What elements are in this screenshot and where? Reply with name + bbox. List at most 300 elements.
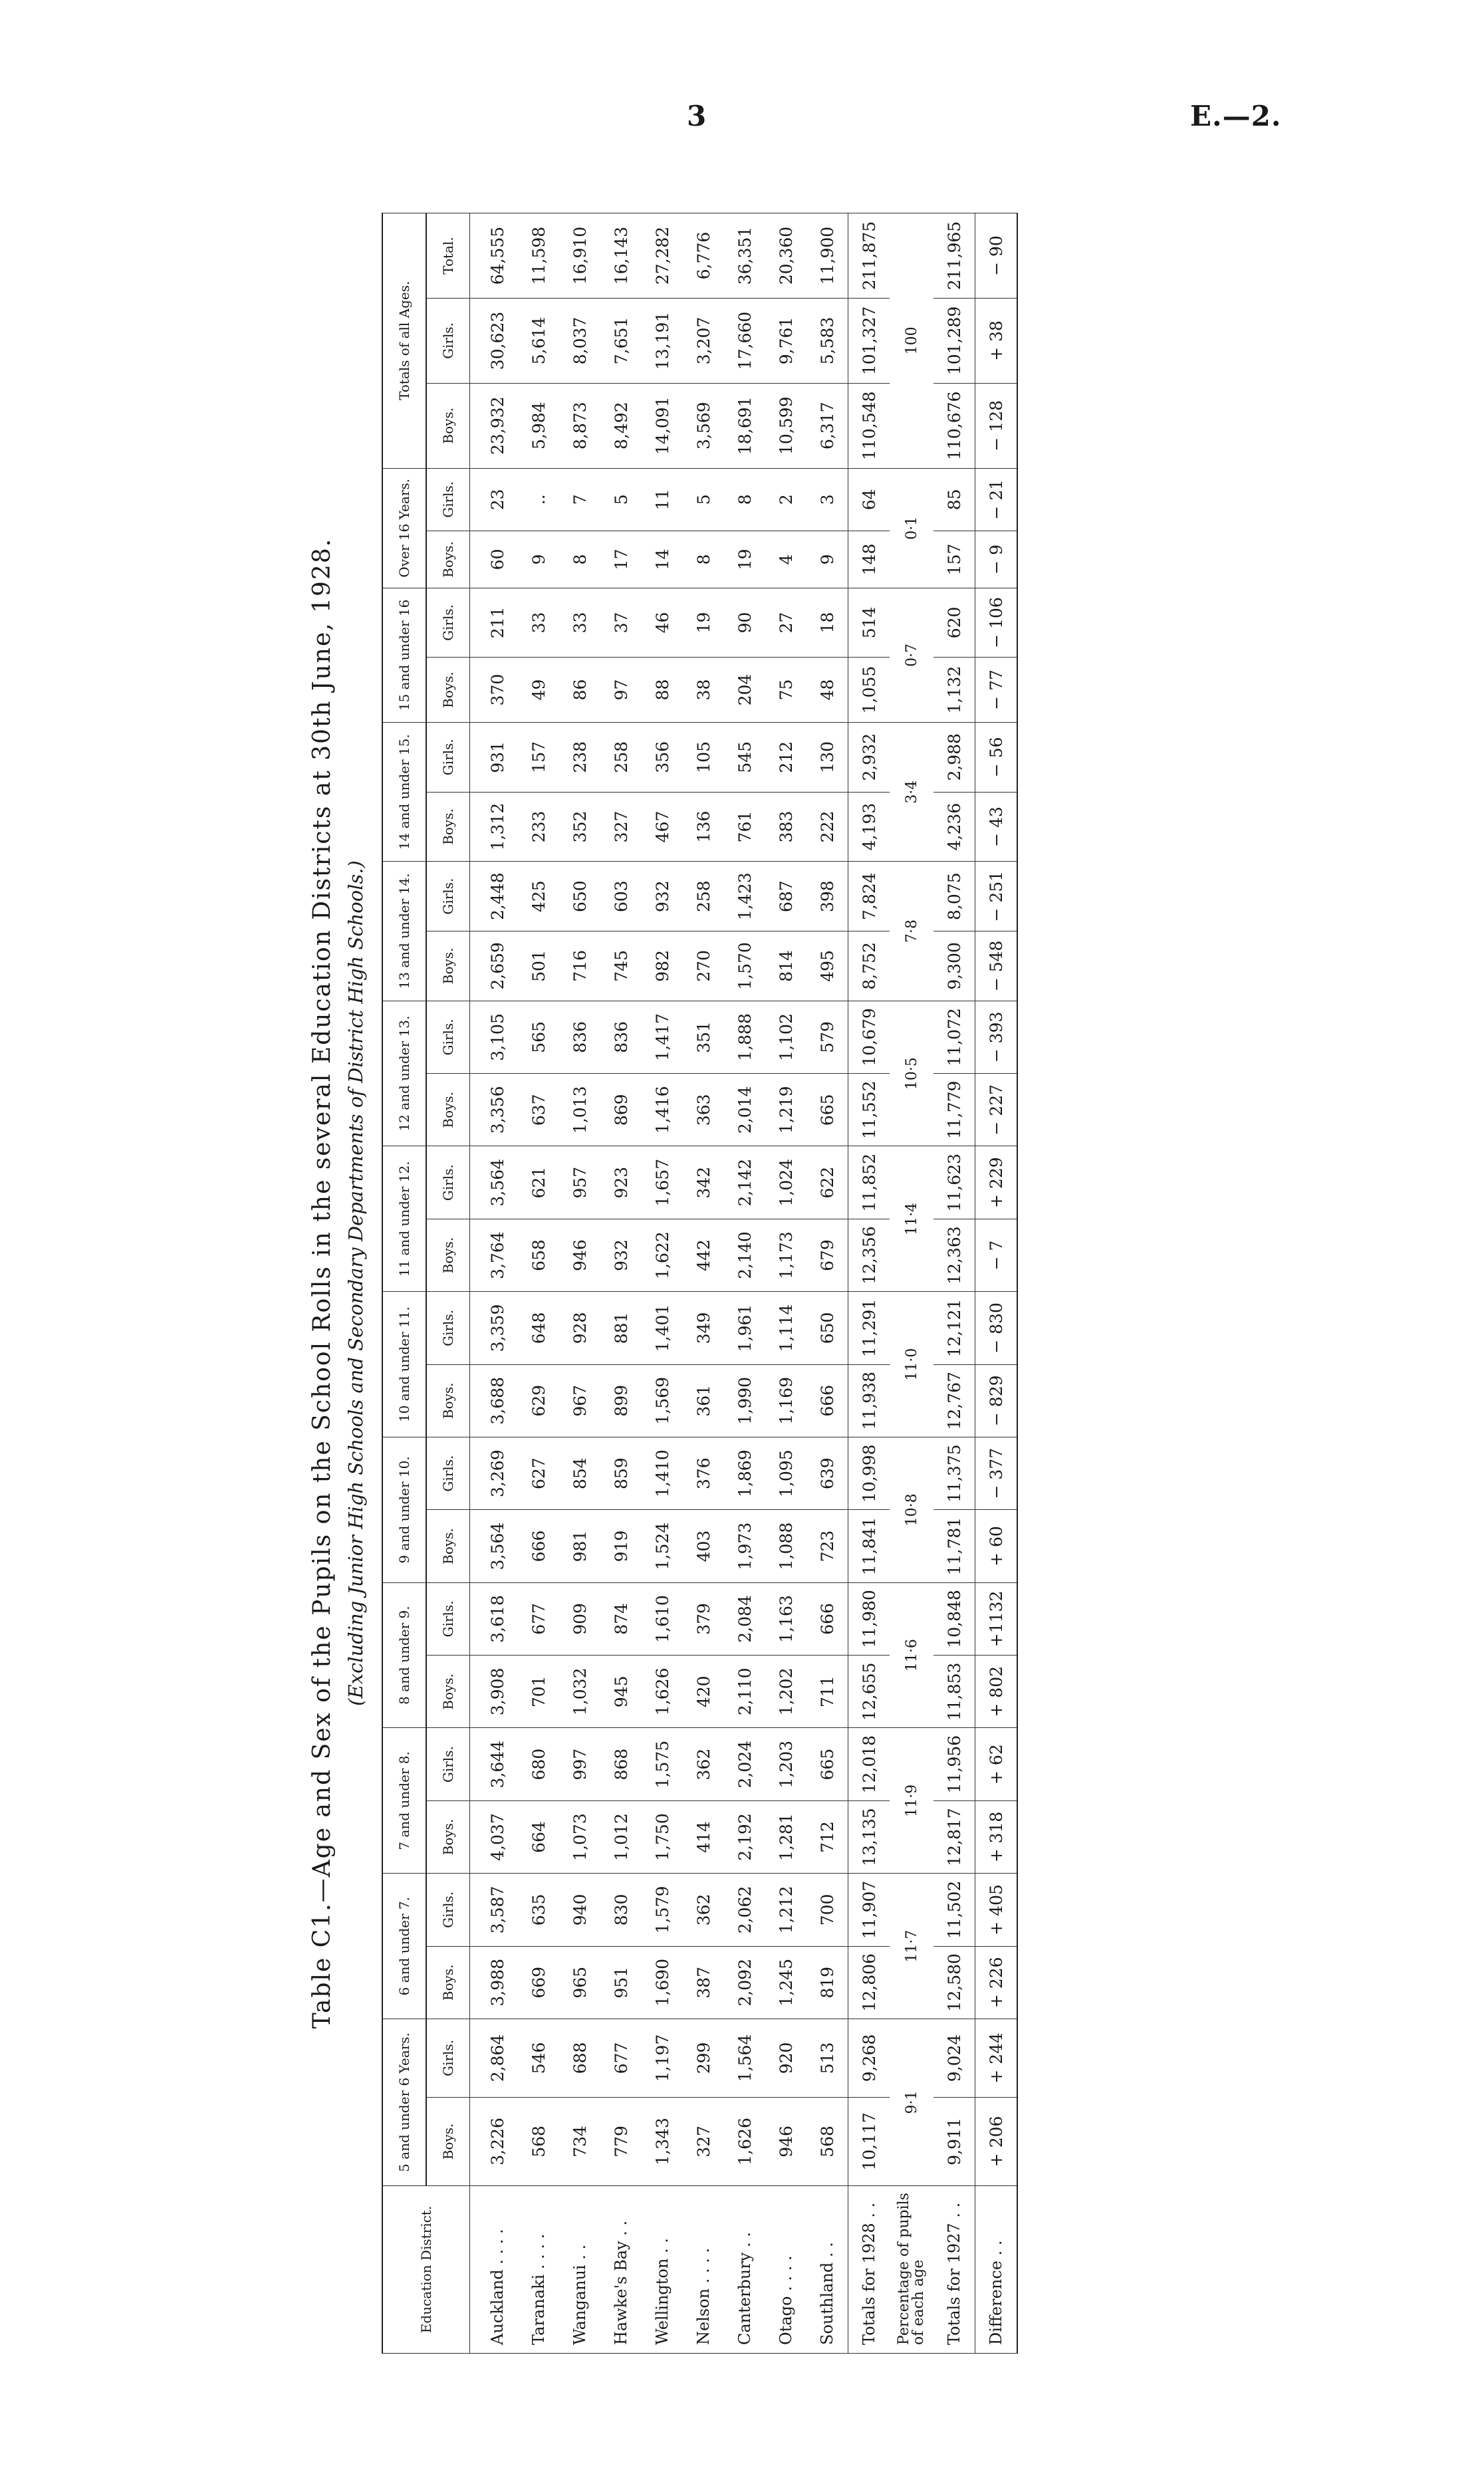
value-cell: 982: [642, 931, 683, 1001]
value-cell: 648: [518, 1292, 559, 1364]
value-cell: 362: [683, 1728, 724, 1800]
value-cell: 1,564: [724, 2019, 765, 2097]
value-cell: 17: [600, 531, 642, 588]
boys-header: Boys.: [426, 1074, 470, 1146]
boys-header: Boys.: [426, 383, 470, 468]
value-cell: 3,207: [683, 299, 724, 384]
value-cell: − 227: [975, 1074, 1018, 1146]
rotated-table-area: [306, 213, 1110, 2354]
value-cell: 3,105: [470, 1001, 519, 1073]
value-cell: 130: [806, 722, 848, 792]
boys-header: Boys.: [426, 1364, 470, 1437]
value-cell: 1,012: [600, 1800, 642, 1873]
value-cell: 12,580: [933, 1946, 975, 2019]
value-cell: 11,502: [933, 1874, 975, 1946]
value-cell: − 128: [975, 383, 1018, 468]
value-cell: 327: [683, 2097, 724, 2185]
value-cell: 414: [683, 1800, 724, 1873]
value-cell: 425: [518, 862, 559, 931]
value-cell: 11,900: [806, 213, 848, 299]
value-cell: 761: [724, 792, 765, 862]
value-cell: 204: [724, 658, 765, 723]
value-cell: − 830: [975, 1292, 1018, 1364]
value-cell: 9,300: [933, 931, 975, 1001]
value-cell: 920: [765, 2019, 806, 2097]
value-cell: 923: [600, 1146, 642, 1219]
value-cell: 621: [518, 1146, 559, 1219]
district-name: [933, 2186, 975, 2354]
value-cell: 1,417: [642, 1001, 683, 1073]
value-cell: 327: [600, 792, 642, 862]
value-cell: 650: [559, 862, 600, 931]
value-cell: 352: [559, 792, 600, 862]
value-cell: 90: [724, 588, 765, 657]
value-cell: 3,564: [470, 1146, 519, 1219]
percentage-cell: 9·1: [890, 2019, 933, 2185]
value-cell: ..: [518, 468, 559, 531]
value-cell: 11,552: [848, 1074, 890, 1146]
table-row: [600, 213, 642, 2354]
value-cell: 981: [559, 1510, 600, 1582]
value-cell: 931: [470, 722, 519, 792]
value-cell: 3,688: [470, 1364, 519, 1437]
value-cell: 1,416: [642, 1074, 683, 1146]
district-label: Totals for 1928: [860, 2223, 878, 2345]
value-cell: 37: [600, 588, 642, 657]
value-cell: 603: [600, 862, 642, 931]
table-row: [470, 213, 519, 2354]
value-cell: 157: [933, 531, 975, 588]
value-cell: 8: [724, 468, 765, 531]
value-cell: 6,776: [683, 213, 724, 299]
value-cell: 1,024: [765, 1146, 806, 1219]
value-cell: 2,084: [724, 1582, 765, 1655]
leader-dots: . .: [860, 2202, 878, 2218]
value-cell: 5,614: [518, 299, 559, 384]
value-cell: 7,651: [600, 299, 642, 384]
value-cell: 1,169: [765, 1364, 806, 1437]
value-cell: 940: [559, 1874, 600, 1946]
value-cell: − 56: [975, 722, 1018, 792]
age-group-header: Totals of all Ages.: [382, 213, 426, 469]
value-cell: 1,219: [765, 1074, 806, 1146]
value-cell: 712: [806, 1800, 848, 1873]
value-cell: + 38: [975, 299, 1018, 384]
value-cell: 11,980: [848, 1582, 890, 1655]
value-cell: 1,869: [724, 1437, 765, 1509]
value-cell: 17,660: [724, 299, 765, 384]
value-cell: 3: [806, 468, 848, 531]
value-cell: 1,990: [724, 1364, 765, 1437]
percentage-cell: 3·4: [890, 722, 933, 861]
value-cell: 1,132: [933, 658, 975, 723]
value-cell: − 377: [975, 1437, 1018, 1509]
value-cell: 362: [683, 1874, 724, 1946]
value-cell: 101,327: [848, 299, 890, 384]
girls-header: Girls.: [426, 862, 470, 931]
percentage-cell: 7·8: [890, 862, 933, 1001]
value-cell: 8,873: [559, 383, 600, 468]
value-cell: 1,524: [642, 1510, 683, 1582]
girls-header: Girls.: [426, 1292, 470, 1364]
value-cell: 11,375: [933, 1437, 975, 1509]
value-cell: 60: [470, 531, 519, 588]
value-cell: 33: [559, 588, 600, 657]
value-cell: 11,072: [933, 1001, 975, 1073]
value-cell: 1,203: [765, 1728, 806, 1800]
table-row: [642, 213, 683, 2354]
value-cell: 1,973: [724, 1510, 765, 1582]
value-cell: 10,117: [848, 2097, 890, 2185]
table-row: [559, 213, 600, 2354]
value-cell: 349: [683, 1292, 724, 1364]
value-cell: 836: [559, 1001, 600, 1073]
girls-header: Girls.: [426, 1001, 470, 1073]
value-cell: 379: [683, 1582, 724, 1655]
value-cell: 49: [518, 658, 559, 723]
value-cell: 568: [806, 2097, 848, 2185]
value-cell: 14: [642, 531, 683, 588]
value-cell: 211: [470, 588, 519, 657]
value-cell: 9: [806, 531, 848, 588]
girls-header: Girls.: [426, 1437, 470, 1509]
value-cell: 8,075: [933, 862, 975, 931]
value-cell: 622: [806, 1146, 848, 1219]
age-group-header: 10 and under 11.: [382, 1292, 426, 1437]
value-cell: 5,984: [518, 383, 559, 468]
value-cell: 361: [683, 1364, 724, 1437]
value-cell: 19: [683, 588, 724, 657]
value-cell: 2,659: [470, 931, 519, 1001]
percentage-cell: 11·9: [890, 1728, 933, 1874]
value-cell: 3,356: [470, 1074, 519, 1146]
value-cell: + 226: [975, 1946, 1018, 2019]
leader-dots: . .: [945, 2202, 963, 2218]
value-cell: + 244: [975, 2019, 1018, 2097]
value-cell: 398: [806, 862, 848, 931]
percentage-cell: 0·7: [890, 588, 933, 722]
value-cell: 1,212: [765, 1874, 806, 1946]
value-cell: 965: [559, 1946, 600, 2019]
value-cell: 513: [806, 2019, 848, 2097]
boys-header: Boys.: [426, 2097, 470, 2185]
district-label: Southland: [818, 2262, 836, 2345]
age-group-header: 6 and under 7.: [382, 1874, 426, 2019]
table-row: [683, 213, 724, 2354]
district-name: [806, 2186, 848, 2354]
value-cell: 501: [518, 931, 559, 1001]
district-name: [765, 2186, 806, 2354]
value-cell: 946: [765, 2097, 806, 2185]
value-cell: 10,599: [765, 383, 806, 468]
value-cell: 4: [765, 531, 806, 588]
value-cell: 688: [559, 2019, 600, 2097]
value-cell: 1,202: [765, 1656, 806, 1728]
value-cell: 1,343: [642, 2097, 683, 2185]
district-header: Education District.: [382, 2186, 470, 2354]
percentage-cell: 11·0: [890, 1292, 933, 1437]
value-cell: 11,907: [848, 1874, 890, 1946]
value-cell: 387: [683, 1946, 724, 2019]
value-cell: − 548: [975, 931, 1018, 1001]
value-cell: + 62: [975, 1728, 1018, 1800]
value-cell: 1,570: [724, 931, 765, 1001]
value-cell: 1,579: [642, 1874, 683, 1946]
value-cell: 830: [600, 1874, 642, 1946]
value-cell: 1,657: [642, 1146, 683, 1219]
value-cell: 211,875: [848, 213, 890, 299]
value-cell: 1,114: [765, 1292, 806, 1364]
value-cell: 442: [683, 1219, 724, 1291]
value-cell: 2,192: [724, 1800, 765, 1873]
value-cell: 342: [683, 1146, 724, 1219]
value-cell: 9,024: [933, 2019, 975, 2097]
value-cell: 403: [683, 1510, 724, 1582]
table-title: Table C1.—Age and Sex of the Pupils on the School Rolls in the several Education Districts at 30th June, 1928.: [309, 537, 336, 2029]
value-cell: 3,226: [470, 2097, 519, 2185]
value-cell: 1,690: [642, 1946, 683, 2019]
value-cell: 1,410: [642, 1437, 683, 1509]
value-cell: 9,761: [765, 299, 806, 384]
page-reference: E.—2.: [1190, 100, 1282, 132]
value-cell: 620: [933, 588, 975, 657]
value-cell: 859: [600, 1437, 642, 1509]
value-cell: 679: [806, 1219, 848, 1291]
value-cell: 2,932: [848, 722, 890, 792]
value-cell: 899: [600, 1364, 642, 1437]
value-cell: 1,312: [470, 792, 519, 862]
boys-header: Boys.: [426, 658, 470, 723]
value-cell: 238: [559, 722, 600, 792]
boys-header: Boys.: [426, 531, 470, 588]
value-cell: 105: [683, 722, 724, 792]
sex-header-row: [426, 213, 470, 2354]
value-cell: 13,191: [642, 299, 683, 384]
value-cell: 222: [806, 792, 848, 862]
age-group-header: 11 and under 12.: [382, 1146, 426, 1292]
value-cell: 16,143: [600, 213, 642, 299]
value-cell: 627: [518, 1437, 559, 1509]
boys-header: Boys.: [426, 931, 470, 1001]
value-cell: − 7: [975, 1219, 1018, 1291]
girls-header: Girls.: [426, 1582, 470, 1655]
value-cell: 27,282: [642, 213, 683, 299]
value-cell: 14,091: [642, 383, 683, 468]
value-cell: 3,587: [470, 1874, 519, 1946]
value-cell: 664: [518, 1800, 559, 1873]
percentage-row: [890, 213, 933, 2354]
value-cell: 1,626: [724, 2097, 765, 2185]
value-cell: 734: [559, 2097, 600, 2185]
value-cell: 687: [765, 862, 806, 931]
age-sex-table: [382, 213, 1018, 2354]
value-cell: 909: [559, 1582, 600, 1655]
value-cell: 16,910: [559, 213, 600, 299]
boys-header: Boys.: [426, 1510, 470, 1582]
girls-header: Girls.: [426, 299, 470, 384]
value-cell: + 405: [975, 1874, 1018, 1946]
leader-dots: . .: [529, 2233, 548, 2249]
value-cell: 136: [683, 792, 724, 862]
value-cell: 12,806: [848, 1946, 890, 2019]
value-cell: − 393: [975, 1001, 1018, 1073]
value-cell: 1,088: [765, 1510, 806, 1582]
district-name: [683, 2186, 724, 2354]
age-group-header: 12 and under 13.: [382, 1001, 426, 1146]
value-cell: 46: [642, 588, 683, 657]
value-cell: 951: [600, 1946, 642, 2019]
value-cell: 270: [683, 931, 724, 1001]
value-cell: 12,363: [933, 1219, 975, 1291]
value-cell: 258: [683, 862, 724, 931]
value-cell: 9,268: [848, 2019, 890, 2097]
value-cell: 8,752: [848, 931, 890, 1001]
value-cell: 351: [683, 1001, 724, 1073]
value-cell: 12,356: [848, 1219, 890, 1291]
girls-header: Girls.: [426, 1146, 470, 1219]
value-cell: 8: [559, 531, 600, 588]
value-cell: 997: [559, 1728, 600, 1800]
totals-1927-row: [933, 213, 975, 2354]
value-cell: 666: [806, 1364, 848, 1437]
value-cell: 11,938: [848, 1364, 890, 1437]
percentage-cell: 0·1: [890, 468, 933, 588]
value-cell: 639: [806, 1437, 848, 1509]
value-cell: 869: [600, 1074, 642, 1146]
district-name: [724, 2186, 765, 2354]
value-cell: 2,092: [724, 1946, 765, 2019]
value-cell: 814: [765, 931, 806, 1001]
value-cell: 11,781: [933, 1510, 975, 1582]
value-cell: 370: [470, 658, 519, 723]
value-cell: 836: [600, 1001, 642, 1073]
value-cell: 1,626: [642, 1656, 683, 1728]
value-cell: 4,193: [848, 792, 890, 862]
value-cell: 8,037: [559, 299, 600, 384]
leader-dots: . .: [612, 2220, 630, 2236]
value-cell: 665: [806, 1074, 848, 1146]
value-cell: 5,583: [806, 299, 848, 384]
percentage-cell: 11·4: [890, 1146, 933, 1292]
value-cell: − 43: [975, 792, 1018, 862]
table-row: [765, 213, 806, 2354]
value-cell: 64,555: [470, 213, 519, 299]
value-cell: 148: [848, 531, 890, 588]
district-name: [470, 2186, 519, 2354]
value-cell: 9,911: [933, 2097, 975, 2185]
value-cell: 2,062: [724, 1874, 765, 1946]
value-cell: 33: [518, 588, 559, 657]
age-group-header: 14 and under 15.: [382, 722, 426, 861]
percentage-cell: 10·5: [890, 1001, 933, 1146]
value-cell: 1,163: [765, 1582, 806, 1655]
value-cell: 2: [765, 468, 806, 531]
value-cell: 932: [642, 862, 683, 931]
value-cell: 12,655: [848, 1656, 890, 1728]
value-cell: 669: [518, 1946, 559, 2019]
district-label: Auckland . .: [488, 2249, 507, 2345]
value-cell: 568: [518, 2097, 559, 2185]
girls-header: Girls.: [426, 588, 470, 657]
value-cell: 2,448: [470, 862, 519, 931]
girls-header: Girls.: [426, 468, 470, 531]
district-name: [975, 2186, 1018, 2354]
age-group-header: Over 16 Years.: [382, 468, 426, 588]
value-cell: 957: [559, 1146, 600, 1219]
value-cell: 677: [518, 1582, 559, 1655]
value-cell: − 106: [975, 588, 1018, 657]
value-cell: 299: [683, 2019, 724, 2097]
value-cell: 11,852: [848, 1146, 890, 1219]
value-cell: 819: [806, 1946, 848, 2019]
value-cell: 363: [683, 1074, 724, 1146]
value-cell: 701: [518, 1656, 559, 1728]
district-label: Otago . .: [777, 2276, 795, 2345]
value-cell: 3,764: [470, 1219, 519, 1291]
value-cell: 8: [683, 531, 724, 588]
value-cell: 932: [600, 1219, 642, 1291]
value-cell: 716: [559, 931, 600, 1001]
value-cell: 5: [683, 468, 724, 531]
table-row: [806, 213, 848, 2354]
district-label: Hawke's Bay: [612, 2241, 630, 2345]
value-cell: 383: [765, 792, 806, 862]
value-cell: 495: [806, 931, 848, 1001]
value-cell: 665: [806, 1728, 848, 1800]
value-cell: 1,095: [765, 1437, 806, 1509]
value-cell: 11,853: [933, 1656, 975, 1728]
value-cell: 2,988: [933, 722, 975, 792]
value-cell: 101,289: [933, 299, 975, 384]
value-cell: 7,824: [848, 862, 890, 931]
percentage-cell: 11·7: [890, 1874, 933, 2019]
table-body: [470, 213, 1018, 2354]
value-cell: − 90: [975, 213, 1018, 299]
value-cell: 666: [806, 1582, 848, 1655]
value-cell: 874: [600, 1582, 642, 1655]
value-cell: 64: [848, 468, 890, 531]
value-cell: 9: [518, 531, 559, 588]
value-cell: 700: [806, 1874, 848, 1946]
value-cell: − 77: [975, 658, 1018, 723]
value-cell: 11,841: [848, 1510, 890, 1582]
value-cell: 635: [518, 1874, 559, 1946]
value-cell: 868: [600, 1728, 642, 1800]
value-cell: 11,291: [848, 1292, 890, 1364]
value-cell: 110,676: [933, 383, 975, 468]
difference-row: [975, 213, 1018, 2354]
value-cell: 11,598: [518, 213, 559, 299]
value-cell: 545: [724, 722, 765, 792]
value-cell: 258: [600, 722, 642, 792]
value-cell: 18,691: [724, 383, 765, 468]
district-label: Wanganui: [570, 2265, 589, 2345]
value-cell: 11,779: [933, 1074, 975, 1146]
value-cell: 12,817: [933, 1800, 975, 1873]
age-group-header: 7 and under 8.: [382, 1728, 426, 1874]
value-cell: 2,110: [724, 1656, 765, 1728]
value-cell: 2,014: [724, 1074, 765, 1146]
value-cell: 7: [559, 468, 600, 531]
value-cell: 10,848: [933, 1582, 975, 1655]
value-cell: 1,610: [642, 1582, 683, 1655]
girls-header: Girls.: [426, 722, 470, 792]
value-cell: 637: [518, 1074, 559, 1146]
value-cell: 658: [518, 1219, 559, 1291]
value-cell: 2,864: [470, 2019, 519, 2097]
value-cell: 5: [600, 468, 642, 531]
value-cell: 6,317: [806, 383, 848, 468]
